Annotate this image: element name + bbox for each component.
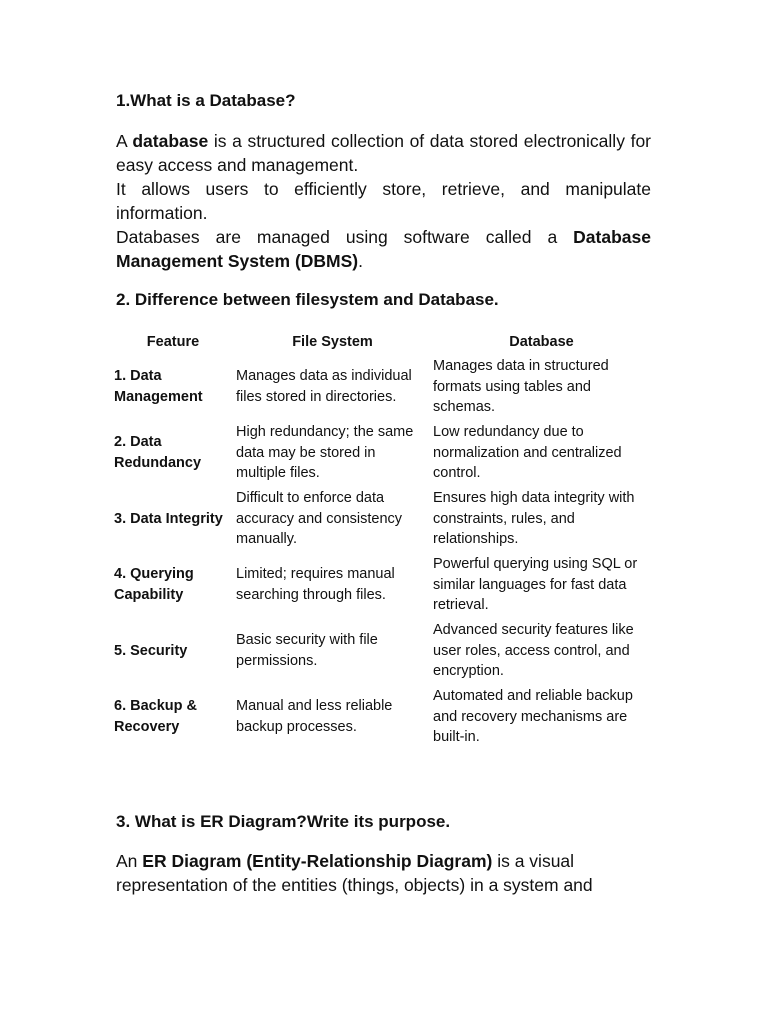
table-row — [112, 486, 652, 552]
section2-heading: 2. Difference between filesystem and Database. — [116, 290, 499, 309]
feature-cell: 6. Backup & Recovery — [114, 698, 197, 735]
section1-paragraph-1 — [116, 129, 651, 177]
database-cell: Advanced security features like user roles, access control, and encryption. — [433, 621, 634, 680]
feature-cell: 2. Data Redundancy — [114, 434, 202, 471]
database-cell: Low redundancy due to normalization and centralized control. — [433, 423, 622, 482]
text-run: A — [116, 131, 133, 151]
header-database: Database — [509, 333, 574, 350]
text-run: Databases are managed using software called a — [116, 227, 574, 247]
table-row — [112, 354, 652, 420]
file-system-cell: High redundancy; the same data may be stored in multiple files. — [236, 423, 414, 482]
text-run: An — [116, 851, 143, 871]
bold-term-er-diagram: ER Diagram (Entity-Relationship Diagram) — [142, 851, 493, 871]
bold-term-dbms: Database Management System (DBMS) — [116, 227, 651, 271]
text-run: is a structured collection of data stored electronically for easy access and management. — [116, 131, 652, 175]
file-system-cell: Limited; requires manual searching through files. — [236, 566, 395, 603]
file-system-cell: Manual and less reliable backup processes. — [236, 698, 393, 735]
database-cell: Ensures high data integrity with constraints, rules, and relationships. — [433, 489, 635, 548]
section3-paragraph-1 — [116, 849, 651, 897]
bold-term-database: database — [132, 131, 209, 151]
database-cell: Automated and reliable backup and recovery mechanisms are built-in. — [433, 687, 633, 746]
table-row — [112, 618, 652, 684]
comparison-table — [112, 330, 652, 750]
database-cell: Manages data in structured formats using tables and schemas. — [433, 357, 609, 416]
feature-cell: 1. Data Management — [114, 368, 203, 405]
file-system-cell: Manages data as individual files stored in directories. — [236, 368, 412, 405]
feature-cell: 3. Data Integrity — [114, 510, 223, 527]
header-feature: Feature — [146, 333, 200, 350]
table-row — [112, 552, 652, 618]
section3-heading: 3. What is ER Diagram?Write its purpose. — [116, 812, 451, 831]
text-run: is a visual representation of the entities (things, objects) in a system and — [116, 851, 593, 895]
section1-heading: 1.What is a Database? — [116, 91, 296, 110]
section1-paragraph-3 — [116, 225, 651, 273]
section1-paragraph-2: It allows users to efficiently store, retrieve, and manipulate information. — [116, 179, 651, 223]
database-cell: Powerful querying using SQL or similar languages for fast data retrieval. — [433, 555, 638, 614]
table-row — [112, 684, 652, 750]
table-row — [112, 420, 652, 486]
header-file-system: File System — [292, 333, 373, 350]
file-system-cell: Basic security with file permissions. — [236, 632, 378, 669]
feature-cell: 5. Security — [114, 642, 188, 659]
feature-cell: 4. Querying Capability — [114, 566, 194, 603]
text-run: . — [358, 251, 364, 271]
file-system-cell: Difficult to enforce data accuracy and consistency manually. — [236, 489, 403, 548]
table-header-row — [112, 330, 652, 354]
